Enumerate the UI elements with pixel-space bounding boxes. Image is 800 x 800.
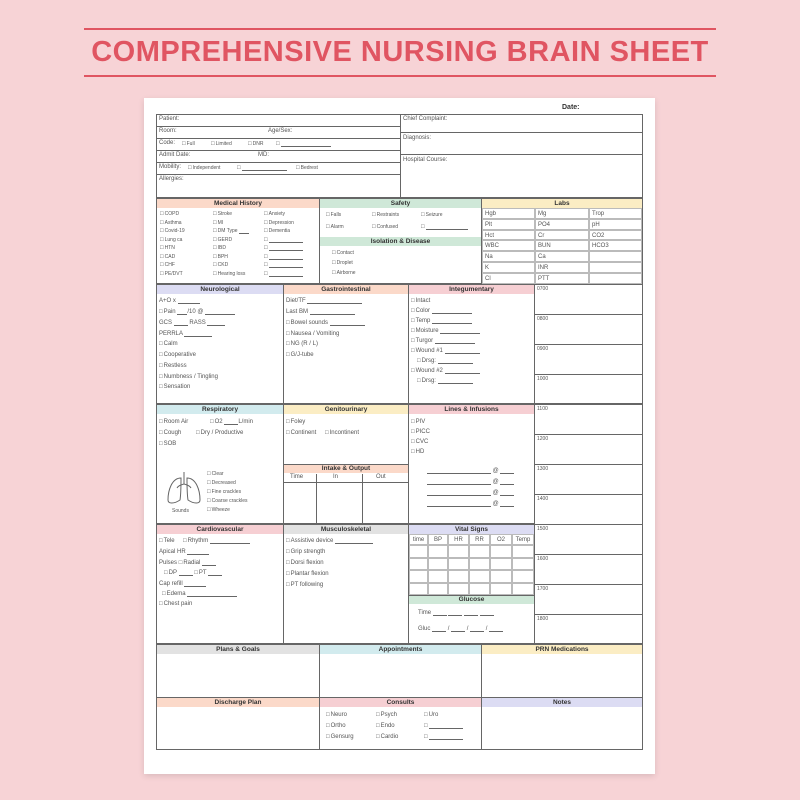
vital-signs-cell[interactable] bbox=[448, 570, 469, 583]
vital-signs-col: O2 bbox=[490, 534, 512, 545]
lab-cell[interactable]: Mg bbox=[535, 208, 589, 219]
cv-pulses: Pulses □ Radial bbox=[159, 560, 216, 566]
safety-item[interactable]: □ Restraints bbox=[372, 212, 399, 218]
medical-history-blank[interactable] bbox=[264, 237, 303, 243]
vital-signs-col: Temp bbox=[512, 534, 534, 545]
md-label: MD: bbox=[258, 152, 269, 158]
integ-wound2[interactable]: □ Wound #2 bbox=[411, 368, 480, 374]
neuro-pain[interactable]: □ Pain /10 @ bbox=[159, 309, 235, 315]
safety-item[interactable]: □ Seizure bbox=[421, 212, 443, 218]
isolation-item[interactable]: □ Contact bbox=[332, 250, 354, 256]
consult-cardio[interactable]: □ Cardio bbox=[376, 734, 398, 740]
vital-signs-cell[interactable] bbox=[409, 570, 428, 583]
integ-temp[interactable]: □ Temp bbox=[411, 318, 472, 324]
cv-edema[interactable]: □ Edema bbox=[162, 591, 237, 597]
time-slot-label: 1600 bbox=[537, 556, 549, 562]
medical-history-blank[interactable] bbox=[264, 262, 303, 268]
lab-cell[interactable]: PO4 bbox=[535, 219, 589, 230]
hospital-course-label: Hospital Course: bbox=[403, 157, 448, 163]
code-other-checkbox[interactable] bbox=[276, 141, 331, 147]
integ-turgor[interactable]: □ Turgor bbox=[411, 338, 475, 344]
code-dnr-checkbox[interactable]: □ DNR bbox=[248, 141, 263, 147]
integ-color[interactable]: □ Color bbox=[411, 308, 472, 314]
medical-history-item[interactable]: □ GERD bbox=[213, 237, 232, 243]
medical-history-item[interactable]: □ Stroke bbox=[213, 211, 232, 217]
integ-header: Integumentary bbox=[409, 285, 534, 294]
medical-history-item[interactable]: □ COPD bbox=[160, 211, 179, 217]
lab-cell[interactable]: INR bbox=[535, 262, 589, 273]
lab-cell[interactable]: Plt bbox=[482, 219, 535, 230]
code-limited-checkbox[interactable]: □ Limited bbox=[211, 141, 232, 147]
vital-signs-cell[interactable] bbox=[469, 545, 490, 558]
time-slot-label: 1300 bbox=[537, 466, 549, 472]
lab-cell[interactable]: Na bbox=[482, 251, 535, 262]
gi-diet: Diet/TF bbox=[286, 298, 362, 304]
lungs-icon bbox=[162, 470, 206, 508]
lab-cell[interactable]: K bbox=[482, 262, 535, 273]
infusion-line[interactable]: @ bbox=[427, 501, 514, 507]
neuro-perrla: PERRLA bbox=[159, 331, 212, 337]
msk-pt-following[interactable]: □ PT following bbox=[286, 582, 323, 588]
gi-header: Gastrointestinal bbox=[284, 285, 408, 294]
vital-signs-cell[interactable] bbox=[448, 558, 469, 571]
medical-history-item[interactable]: □ CKD bbox=[213, 262, 228, 268]
io-time-col: Time bbox=[290, 474, 304, 480]
vital-signs-cell[interactable] bbox=[469, 558, 490, 571]
medical-history-item[interactable]: □ BPH bbox=[213, 254, 228, 260]
lung-sounds-label: Sounds bbox=[172, 508, 189, 514]
vital-signs-cell[interactable] bbox=[469, 583, 490, 596]
neuro-numbness[interactable]: □ Numbness / Tingling bbox=[159, 374, 218, 380]
medical-history-blank[interactable] bbox=[264, 271, 303, 277]
vital-signs-cell[interactable] bbox=[409, 558, 428, 571]
notes-header: Notes bbox=[482, 698, 642, 707]
vital-signs-cell[interactable] bbox=[428, 545, 448, 558]
io-header: Intake & Output bbox=[284, 464, 408, 473]
patient-label: Patient: bbox=[159, 116, 180, 122]
medical-history-item[interactable]: □ Depression bbox=[264, 220, 294, 226]
gu-incontinent[interactable]: □ Incontinent bbox=[325, 430, 359, 436]
vital-signs-cell[interactable] bbox=[490, 545, 512, 558]
infusion-line[interactable]: @ bbox=[427, 479, 514, 485]
gi-bowel-sounds[interactable]: □ Bowel sounds bbox=[286, 320, 365, 326]
medical-history-item[interactable]: □ HTN bbox=[160, 245, 175, 251]
neuro-sensation[interactable]: □ Sensation bbox=[159, 384, 190, 390]
cv-tele[interactable]: □ Tele bbox=[159, 538, 175, 544]
resp-wheeze[interactable]: □ Wheeze bbox=[207, 507, 230, 513]
gi-ng[interactable]: □ NG (R / L) bbox=[286, 341, 318, 347]
gu-header: Genitourinary bbox=[284, 405, 408, 414]
vital-signs-cell[interactable] bbox=[409, 583, 428, 596]
glucose-time-row: Time bbox=[418, 610, 494, 616]
cv-chest-pain[interactable]: □ Chest pain bbox=[159, 601, 192, 607]
mobility-label: Mobility: bbox=[159, 164, 182, 170]
neuro-gcs-rass: GCS RASS bbox=[159, 320, 225, 326]
vital-signs-cell[interactable] bbox=[512, 570, 534, 583]
lab-cell[interactable] bbox=[589, 273, 642, 284]
integ-drsg1[interactable]: □ Drsg: bbox=[417, 358, 473, 364]
msk-plantar-flexion[interactable]: □ Plantar flexion bbox=[286, 571, 329, 577]
resp-decreased[interactable]: □ Decreased bbox=[207, 480, 236, 486]
resp-o2[interactable]: □ O2 L/min bbox=[210, 419, 253, 425]
isolation-item[interactable]: □ Airborne bbox=[332, 270, 356, 276]
time-slot-label: 1800 bbox=[537, 616, 549, 622]
lab-cell[interactable]: CO2 bbox=[589, 230, 642, 241]
banner-top-rule bbox=[84, 28, 716, 30]
resp-coarse-crackles[interactable]: □ Coarse crackles bbox=[207, 498, 247, 504]
integ-moisture[interactable]: □ Moisture bbox=[411, 328, 480, 334]
medical-history-header: Medical History bbox=[157, 199, 319, 208]
consult-uro[interactable]: □ Uro bbox=[424, 712, 438, 718]
resp-dry-productive[interactable]: □ Dry / Productive bbox=[196, 430, 243, 436]
date-label: Date: bbox=[562, 104, 580, 111]
time-slot-label: 1400 bbox=[537, 496, 549, 502]
vital-signs-cell[interactable] bbox=[409, 545, 428, 558]
allergies-label: Allergies: bbox=[159, 176, 184, 182]
consults-header: Consults bbox=[320, 698, 481, 707]
vital-signs-col: time bbox=[409, 534, 428, 545]
medical-history-item[interactable]: □ PE/DVT bbox=[160, 271, 183, 277]
io-out-col: Out bbox=[376, 474, 386, 480]
consult-neuro[interactable]: □ Neuro bbox=[326, 712, 347, 718]
lab-cell[interactable]: BUN bbox=[535, 240, 589, 251]
safety-item[interactable]: □ Alarm bbox=[326, 224, 344, 230]
vitals-header: Vital Signs bbox=[409, 525, 534, 534]
neuro-aox: A+O x bbox=[159, 298, 200, 304]
banner-title: COMPREHENSIVE NURSING BRAIN SHEET bbox=[91, 36, 709, 68]
consult-other-1[interactable] bbox=[424, 723, 463, 729]
labs-header: Labs bbox=[482, 199, 642, 208]
diagnosis-label: Diagnosis: bbox=[403, 135, 432, 141]
age-sex-label: Age/Sex: bbox=[268, 128, 293, 134]
vital-signs-cell[interactable] bbox=[512, 545, 534, 558]
code-full-checkbox[interactable]: □ Full bbox=[182, 141, 195, 147]
gi-gj-tube[interactable]: □ G/J-tube bbox=[286, 352, 314, 358]
time-slot-label: 1100 bbox=[537, 406, 548, 412]
time-column-box bbox=[534, 284, 643, 644]
neuro-restless[interactable]: □ Restless bbox=[159, 363, 187, 369]
line-piv[interactable]: □ PIV bbox=[411, 419, 425, 425]
vital-signs-cell[interactable] bbox=[512, 558, 534, 571]
medical-history-item[interactable]: □ DM Type bbox=[213, 228, 249, 234]
lab-cell[interactable]: Hgb bbox=[482, 208, 535, 219]
consult-ortho[interactable]: □ Ortho bbox=[326, 723, 346, 729]
lines-header: Lines & Infusions bbox=[409, 405, 534, 414]
cv-dp-pt[interactable]: □ DP □ PT bbox=[164, 570, 222, 576]
gi-last-bm: Last BM bbox=[286, 309, 355, 315]
vital-signs-cell[interactable] bbox=[428, 558, 448, 571]
line-picc[interactable]: □ PICC bbox=[411, 429, 430, 435]
neuro-cooperative[interactable]: □ Cooperative bbox=[159, 352, 196, 358]
isolation-item[interactable]: □ Droplet bbox=[332, 260, 353, 266]
msk-header: Musculoskeletal bbox=[284, 525, 408, 534]
resp-header: Respiratory bbox=[157, 405, 283, 414]
medical-history-item[interactable]: □ Anxiety bbox=[264, 211, 285, 217]
appointments-header: Appointments bbox=[320, 645, 481, 654]
lab-cell[interactable]: Cr bbox=[535, 230, 589, 241]
safety-item[interactable]: □ Falls bbox=[326, 212, 341, 218]
gu-continent[interactable]: □ Continent bbox=[286, 430, 316, 436]
safety-item-blank[interactable] bbox=[421, 224, 468, 230]
resp-cough[interactable]: □ Cough bbox=[159, 430, 181, 436]
vital-signs-cell[interactable] bbox=[490, 558, 512, 571]
medical-history-item[interactable]: □ CHF bbox=[160, 262, 175, 268]
vital-signs-cell[interactable] bbox=[428, 570, 448, 583]
lab-cell[interactable] bbox=[589, 251, 642, 262]
neuro-header: Neurological bbox=[157, 285, 283, 294]
vital-signs-cell[interactable] bbox=[448, 545, 469, 558]
resp-room-air[interactable]: □ Room Air bbox=[159, 419, 188, 425]
medical-history-blank[interactable] bbox=[264, 245, 303, 251]
lab-cell[interactable]: Cl bbox=[482, 273, 535, 284]
vital-signs-cell[interactable] bbox=[512, 583, 534, 596]
medical-history-blank[interactable] bbox=[264, 254, 303, 260]
mobility-independent-checkbox[interactable]: □ Independent bbox=[188, 165, 220, 171]
mobility-other-checkbox[interactable] bbox=[237, 165, 287, 171]
glucose-header: Glucose bbox=[409, 595, 534, 604]
discharge-plan-header: Discharge Plan bbox=[157, 698, 319, 707]
safety-header: Safety bbox=[320, 199, 481, 208]
consult-psych[interactable]: □ Psych bbox=[376, 712, 397, 718]
vital-signs-cell[interactable] bbox=[490, 583, 512, 596]
isolation-header: Isolation & Disease bbox=[320, 237, 481, 246]
integ-intact[interactable]: □ Intact bbox=[411, 298, 430, 304]
code-label: Code: bbox=[159, 140, 176, 146]
cv-apical-hr: Apical HR bbox=[159, 549, 209, 555]
lab-cell[interactable]: WBC bbox=[482, 240, 535, 251]
cardio-header: Cardiovascular bbox=[157, 525, 283, 534]
plans-goals-header: Plans & Goals bbox=[157, 645, 319, 654]
neuro-calm[interactable]: □ Calm bbox=[159, 341, 178, 347]
line-hd[interactable]: □ HD bbox=[411, 449, 424, 455]
prn-medications-header: PRN Medications bbox=[482, 645, 642, 654]
vital-signs-col: HR bbox=[448, 534, 469, 545]
banner-bottom-rule bbox=[84, 75, 716, 77]
cv-cap-refill: Cap refill bbox=[159, 581, 206, 587]
line-cvc[interactable]: □ CVC bbox=[411, 439, 428, 445]
admit-date-label: Admit Date: bbox=[159, 152, 191, 158]
infusion-line[interactable]: @ bbox=[427, 468, 514, 474]
brain-sheet-page bbox=[144, 98, 655, 774]
resp-fine-crackles[interactable]: □ Fine crackles bbox=[207, 489, 241, 495]
medical-history-item[interactable]: □ Asthma bbox=[160, 220, 182, 226]
infusion-line[interactable]: @ bbox=[427, 490, 514, 496]
msk-assistive-device[interactable]: □ Assistive device bbox=[286, 538, 373, 544]
mobility-bedrest-checkbox[interactable]: □ Bedrest bbox=[296, 165, 318, 171]
medical-history-item[interactable]: □ Dementia bbox=[264, 228, 290, 234]
medical-history-item[interactable]: □ CAD bbox=[160, 254, 175, 260]
cv-rhythm[interactable]: □ Rhythm bbox=[183, 538, 250, 544]
consult-other-2[interactable] bbox=[424, 734, 463, 740]
room-label: Room: bbox=[159, 128, 177, 134]
lab-cell[interactable] bbox=[589, 262, 642, 273]
io-in-col: In bbox=[333, 474, 339, 480]
time-slot-label: 0700 bbox=[537, 286, 549, 292]
lab-cell[interactable]: Hct bbox=[482, 230, 535, 241]
medical-history-item[interactable]: □ Hearing loss bbox=[213, 271, 245, 277]
time-slot-label: 0900 bbox=[537, 346, 549, 352]
lab-cell[interactable]: Ca bbox=[535, 251, 589, 262]
time-slot-label: 1000 bbox=[537, 376, 549, 382]
vital-signs-cell[interactable] bbox=[428, 583, 448, 596]
vital-signs-cell[interactable] bbox=[448, 583, 469, 596]
resp-sob[interactable]: □ SOB bbox=[159, 441, 176, 447]
vital-signs-col: BP bbox=[428, 534, 448, 545]
gi-nausea[interactable]: □ Nausea / Vomiting bbox=[286, 331, 339, 337]
integ-wound1[interactable]: □ Wound #1 bbox=[411, 348, 480, 354]
vital-signs-cell[interactable] bbox=[490, 570, 512, 583]
safety-item[interactable]: □ Confused bbox=[372, 224, 398, 230]
time-slot-label: 0800 bbox=[537, 316, 549, 322]
msk-grip-strength[interactable]: □ Grip strength bbox=[286, 549, 325, 555]
medical-history-item[interactable]: □ MI bbox=[213, 220, 223, 226]
time-slot-label: 1200 bbox=[537, 436, 549, 442]
lab-cell[interactable]: Trop bbox=[589, 208, 642, 219]
medical-history-item[interactable]: □ Covid-19 bbox=[160, 228, 185, 234]
medical-history-item[interactable]: □ IBD bbox=[213, 245, 226, 251]
msk-dorsi-flexion[interactable]: □ Dorsi flexion bbox=[286, 560, 324, 566]
time-slot-label: 1700 bbox=[537, 586, 549, 592]
medical-history-item[interactable]: □ Lung ca bbox=[160, 237, 182, 243]
lab-cell[interactable]: pH bbox=[589, 219, 642, 230]
integ-drsg2[interactable]: □ Drsg: bbox=[417, 378, 473, 384]
vital-signs-cell[interactable] bbox=[469, 570, 490, 583]
glucose-value-row: Gluc / / / bbox=[418, 626, 503, 632]
vital-signs-col: RR bbox=[469, 534, 490, 545]
lab-cell[interactable]: PTT bbox=[535, 273, 589, 284]
gu-foley[interactable]: □ Foley bbox=[286, 419, 305, 425]
lab-cell[interactable]: HCO3 bbox=[589, 240, 642, 251]
consult-gensurg[interactable]: □ Gensurg bbox=[326, 734, 354, 740]
resp-clear[interactable]: □ Clear bbox=[207, 471, 224, 477]
chief-complaint-label: Chief Complaint: bbox=[403, 116, 448, 122]
consult-endo[interactable]: □ Endo bbox=[376, 723, 395, 729]
time-slot-label: 1500 bbox=[537, 526, 549, 532]
